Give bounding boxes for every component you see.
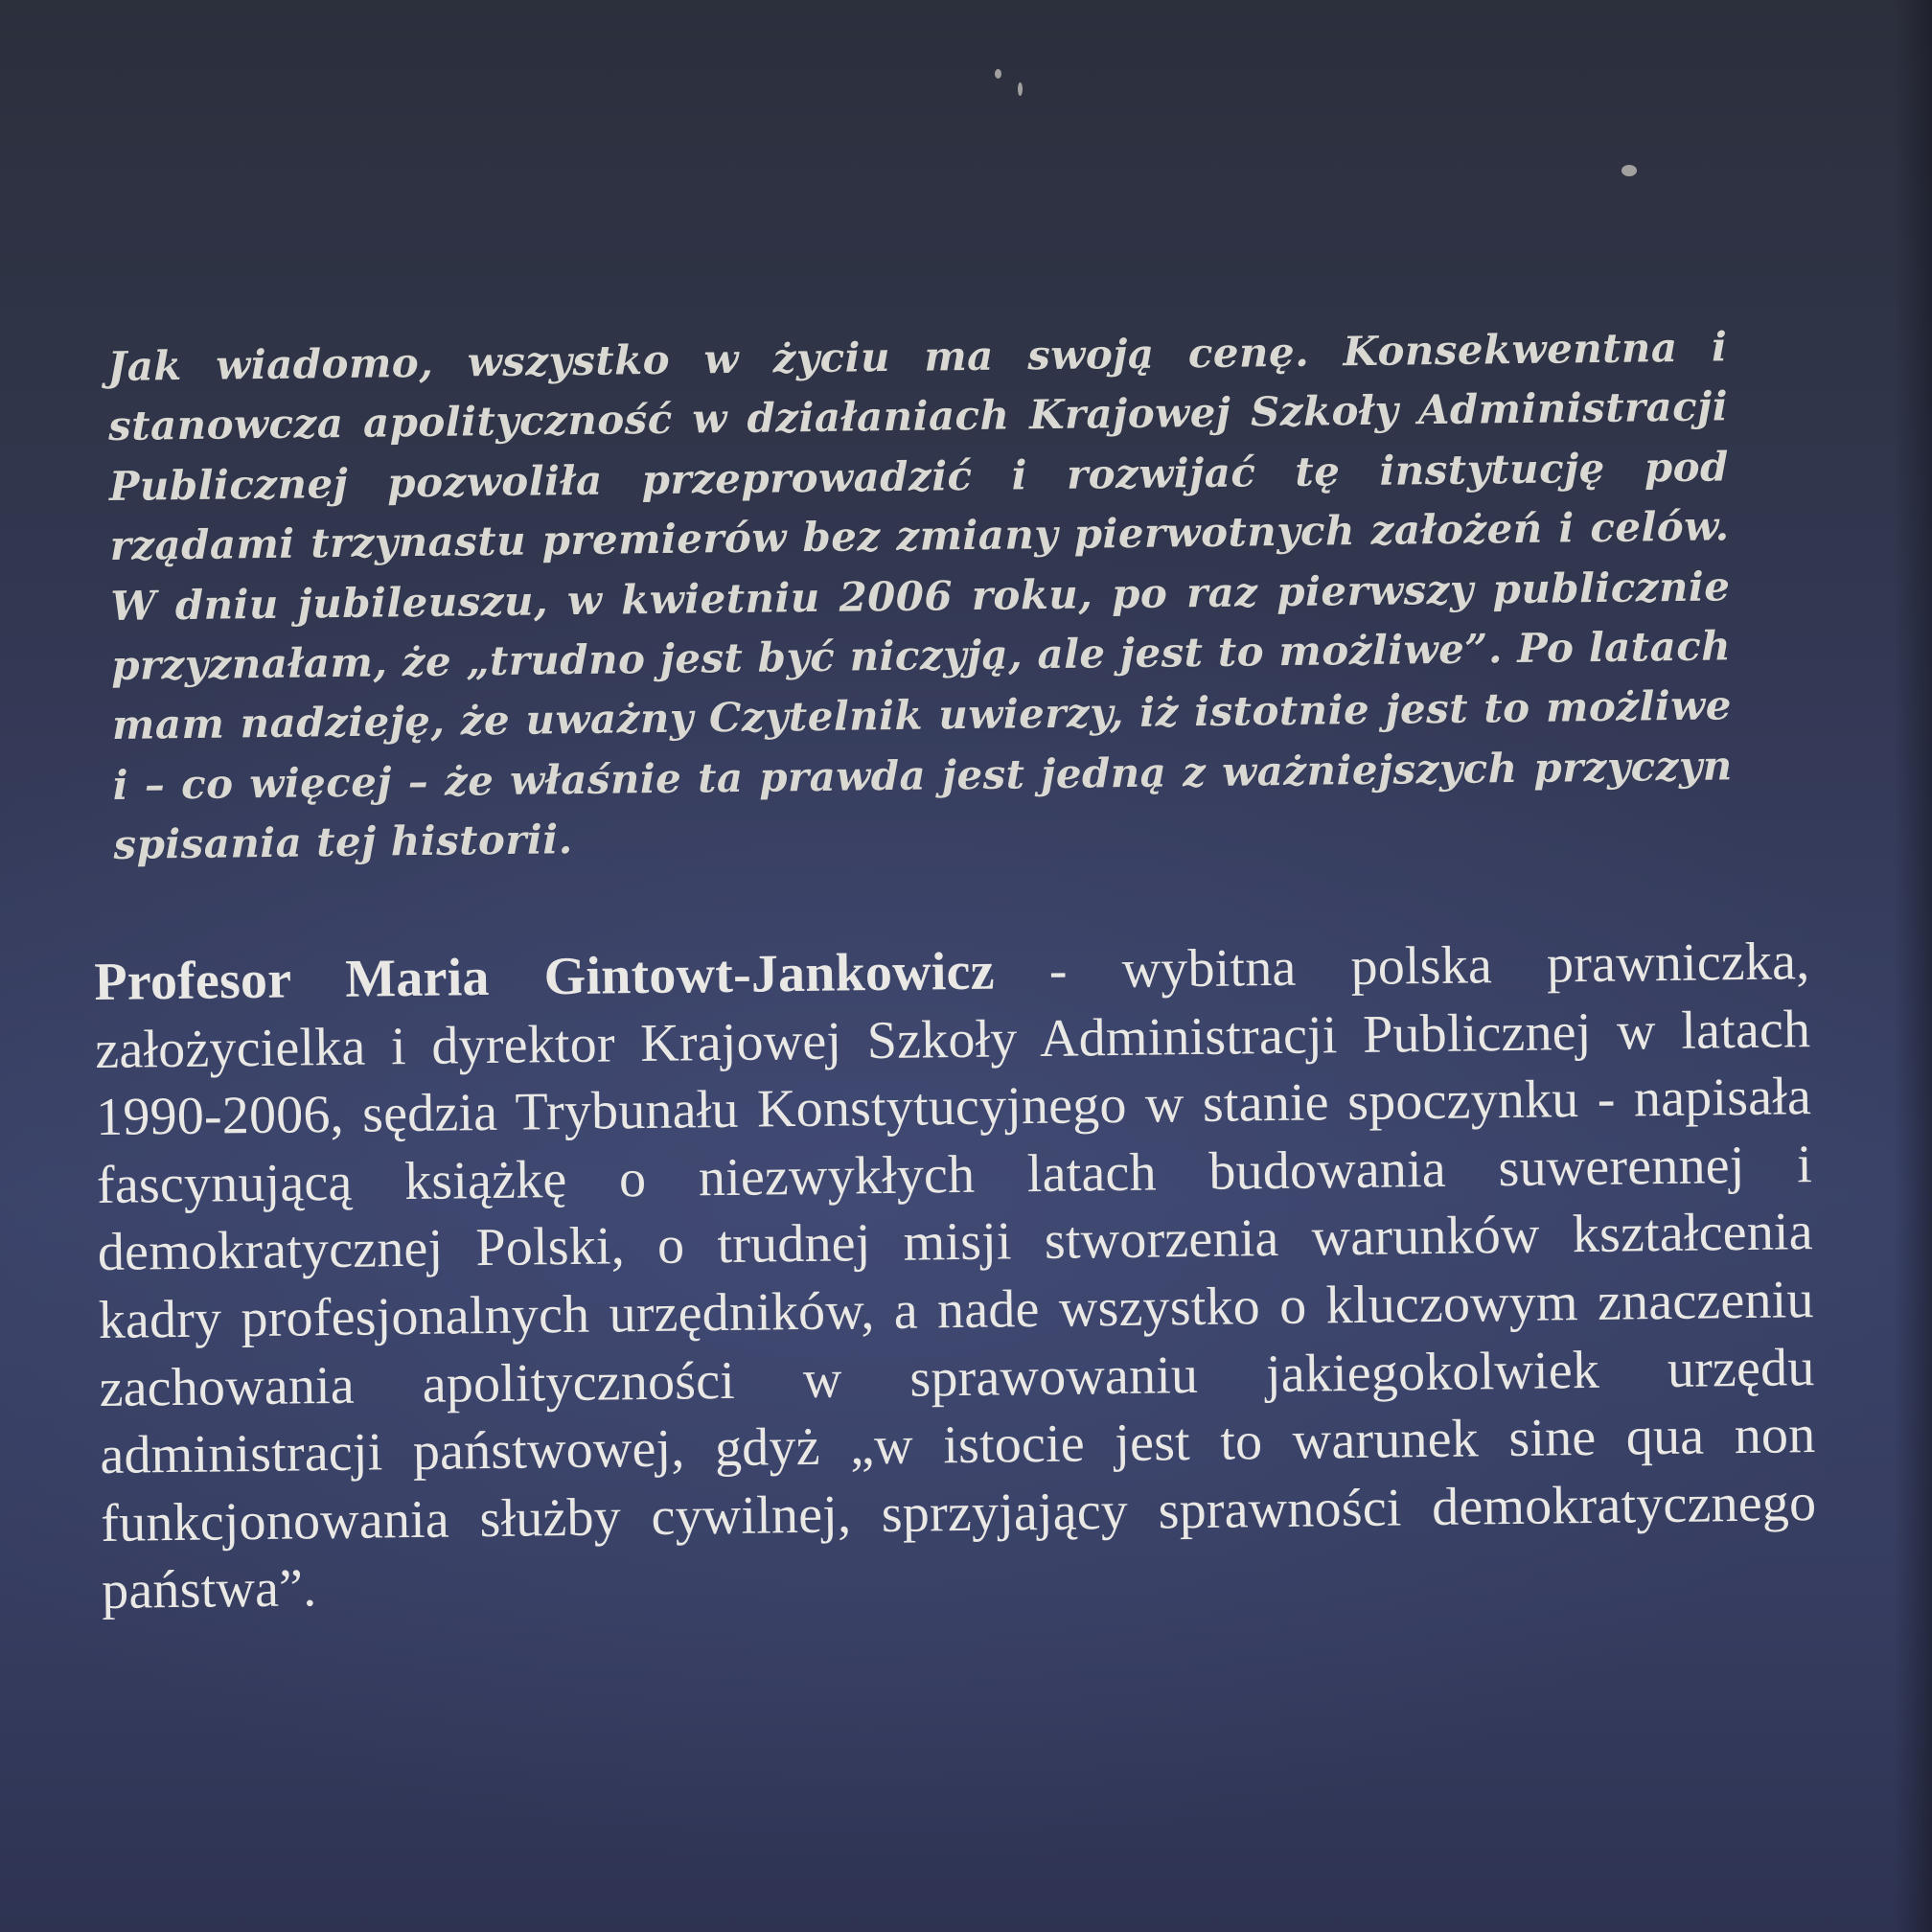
dust-speck <box>1622 165 1637 176</box>
cover-edge-shadow <box>1894 0 1932 1932</box>
author-bio <box>94 928 1817 1625</box>
dust-speck <box>1018 82 1023 96</box>
author-name: Profesor Maria Gintowt-Jankowicz <box>94 941 996 1012</box>
cover-quote: Jak wiadomo, wszystko w życiu ma swoją cenę. Konsekwentna i stanowcza apolityczność w działaniach Krajowej Szkoły Administracji Publicznej pozwoliła przeprowadzić i rozwijać tę instytucję pod rządami trzynastu premierów bez zmiany pierwotnych założeń i celów. W dniu jubileuszu, w kwietniu 2006 roku, po raz pierwszy publicznie przyznałam, że „trudno jest być niczyją, ale jest to możliwe”. Po latach mam nadzieję, że uważny Czytelnik uwierzy, iż istotnie jest to możliwe i – co więcej – że właśnie ta prawda jest jedną z ważniejszych przyczyn spisania tej historii. <box>107 323 1733 869</box>
dust-speck <box>995 69 1001 79</box>
author-bio-text: - wybitna polska prawniczka, założycielka i dyrektor Krajowej Szkoły Administracji Publicznej w latach 1990-2006, sędzia Trybunału Konstytucyjnego w stanie spoczynku - napisała fascynującą książkę o niezwykłych latach budowania suwerennej i demokratycznej Polski, o trudnej misji stworzenia warunków kształcenia kadry profesjonalnych urzędników, a nade wszystko o kluczowym znaczeniu zachowania apolityczności w sprawowaniu jakiegokolwiek urzędu administracji państwowej, gdyż „w istocie jest to warunek sine qua non funkcjonowania służby cywilnej, sprzyjający sprawności demokratycznego państwa”. <box>94 932 1817 1622</box>
